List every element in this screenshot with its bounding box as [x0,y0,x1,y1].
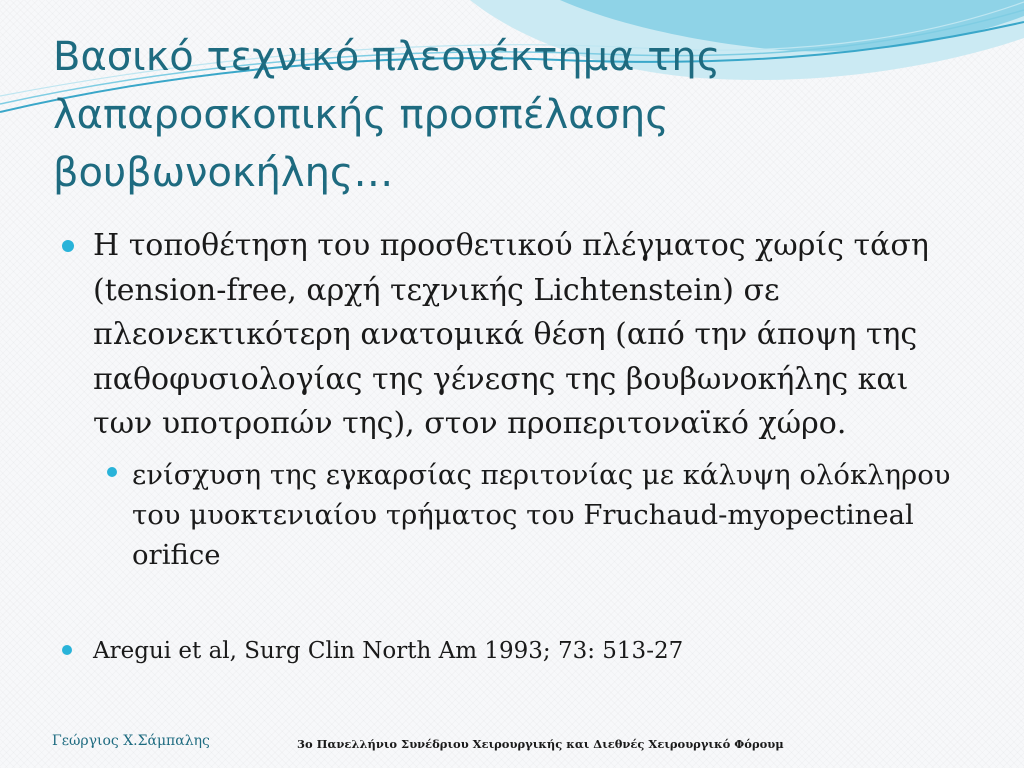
footer-author: Γεώργιος Χ.Σάμπαλης [52,733,210,749]
bullet-dot-icon [107,467,117,477]
bullet-sub: ενίσχυση της εγκαρσίας περιτονίας με κάλυψη ολόκληρου του μυοκτενιαίου τρήματος του Fruchaud-myopectineal orifice [132,459,951,571]
bullet-main: Η τοποθέτηση του προσθετικού πλέγματος χωρίς τάση (tension-free, αρχή τεχνικής Lichtenstein) σε πλεονεκτικότερη ανατομικά θέση (από την άποψη της παθοφυσιολογίας της γένεσης της βουβωνοκήλης και των υποτροπών της), στον προπεριτοναϊκό χώρο. [93,228,929,441]
footer-conference: 3ο Πανελλήνιο Συνέδριου Χειρουργικής και Διεθνές Χειρουργικό Φόρουμ [297,737,784,751]
bullet-reference: Aregui et al, Surg Clin North Am 1993; 73: 513-27 [93,638,684,664]
slide-title: Βασικό τεχνικό πλεονέκτημα της λαπαροσκοπικής προσπέλασης βουβωνοκήλης… [53,34,721,196]
bullet-dot-icon [62,240,74,252]
bullet-dot-icon [62,645,72,655]
